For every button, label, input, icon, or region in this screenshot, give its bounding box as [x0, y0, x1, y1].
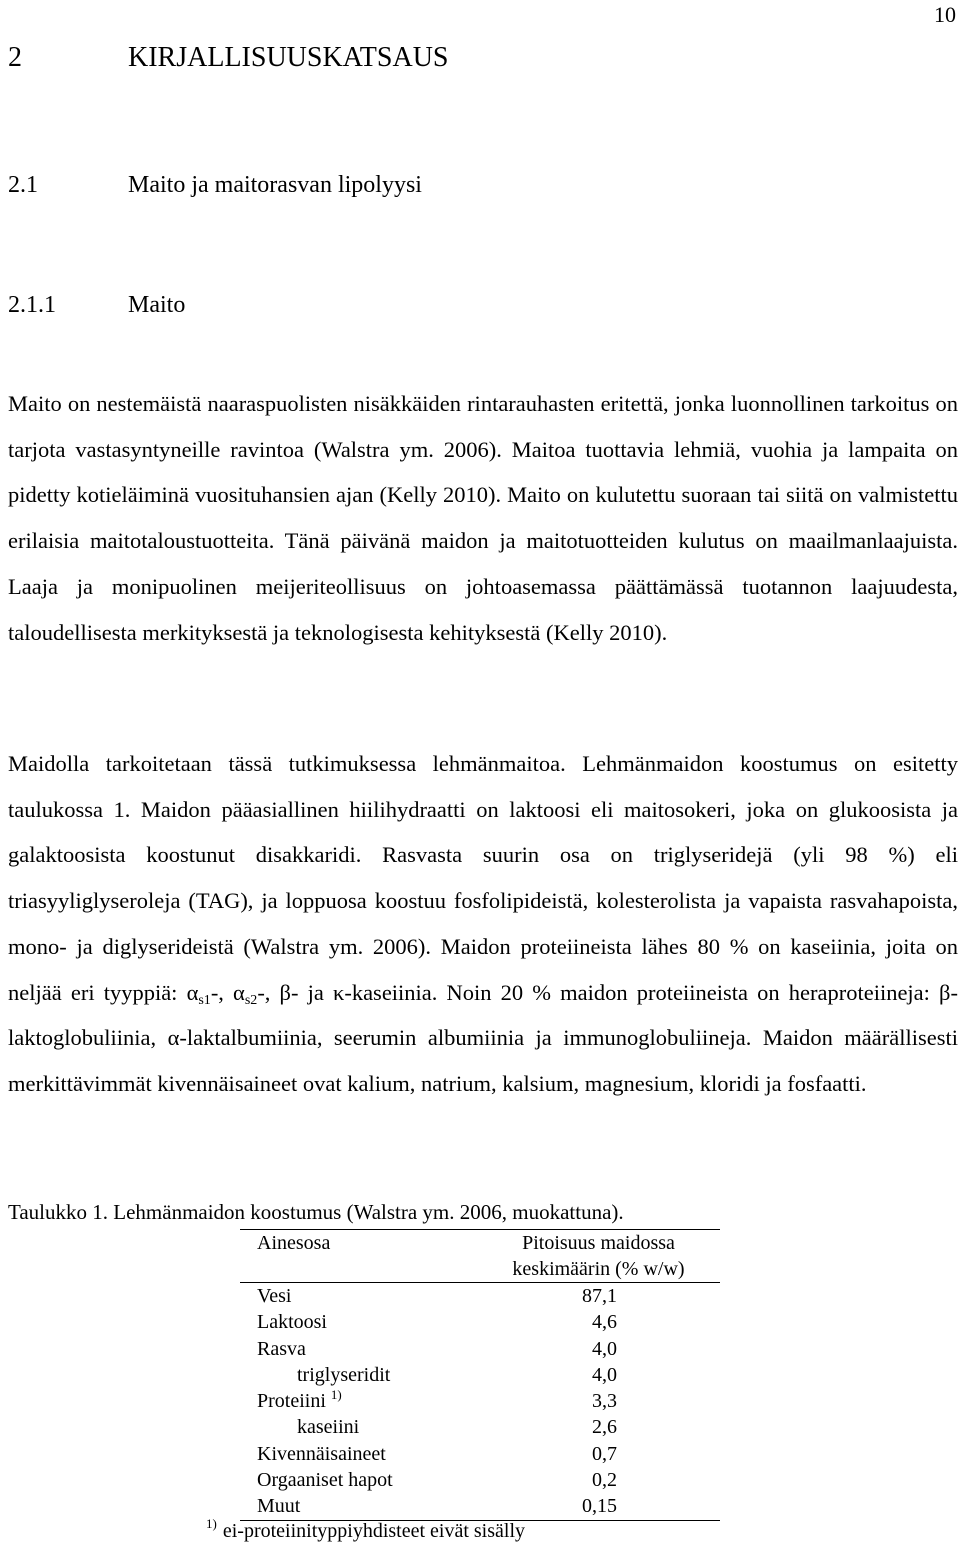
component-name: Orgaaniset hapot [257, 1469, 393, 1492]
heading-chapter-number: 2 [8, 42, 22, 73]
cell-component [240, 1309, 497, 1335]
component-name: kaseiini [297, 1416, 360, 1439]
cell-concentration: 4,6 [592, 1311, 617, 1334]
column-header-line: keskimäärin (% w/w) [512, 1258, 685, 1280]
page-number: 10 [934, 2, 956, 27]
heading-section-title: Maito ja maitorasvan lipolyysi [128, 172, 422, 198]
cell-component [240, 1336, 497, 1362]
footnote-text: ei-proteiinityppiyhdisteet eivät sisälly [222, 1520, 526, 1542]
component-name: Laktoosi [257, 1311, 327, 1334]
column-header-concentration [497, 1230, 720, 1283]
cell-component [240, 1414, 497, 1440]
component-name: Vesi [257, 1285, 292, 1307]
table-row [240, 1309, 720, 1335]
table-footnote [206, 1516, 525, 1543]
table-header-row [240, 1230, 720, 1283]
subscript-s2: s2 [244, 992, 258, 1008]
cell-concentration: 0,2 [592, 1469, 617, 1492]
heading-subsection [8, 292, 185, 319]
cell-component [240, 1362, 497, 1388]
heading-section [8, 172, 422, 199]
composition-table [240, 1230, 720, 1521]
heading-chapter-title: KIRJALLISUUSKATSAUS [128, 42, 449, 73]
heading-chapter [8, 42, 448, 74]
cell-component [240, 1467, 497, 1493]
table-row [240, 1283, 720, 1310]
component-name: Kivennäisaineet [257, 1442, 386, 1465]
column-header-line: Pitoisuus maidossa [522, 1232, 675, 1254]
cell-concentration: 4,0 [592, 1337, 617, 1360]
table-row [240, 1441, 720, 1467]
cell-concentration: 87,1 [582, 1285, 617, 1307]
cell-concentration: 2,6 [592, 1416, 617, 1439]
cell-concentration: 4,0 [592, 1363, 617, 1386]
cell-concentration: 0,15 [582, 1495, 617, 1518]
cell-concentration: 3,3 [592, 1390, 617, 1413]
paragraph-part: -, α [210, 979, 245, 1005]
table-row [240, 1362, 720, 1388]
cell-component [240, 1441, 497, 1467]
footnote-reference: 1) [330, 1387, 342, 1403]
component-name: triglyseridit [297, 1363, 391, 1386]
table-row [240, 1467, 720, 1493]
table-row [240, 1414, 720, 1440]
heading-subsection-title: Maito [128, 292, 186, 318]
table-row [240, 1336, 720, 1362]
table-caption: Taulukko 1. Lehmänmaidon koostumus (Walstra ym. 2006, muokattuna). [8, 1200, 624, 1224]
component-name: Rasva [257, 1337, 306, 1360]
column-header-component: Ainesosa [257, 1232, 331, 1254]
paragraph-part: -, β- ja κ-kaseiinia. Noin 20 % maidon proteiineista on heraproteiineja: β-laktoglobuliinia, α-laktalbumiinia, seerumin albumiinia ja immunoglobuliineja. Maidon määrällisesti merkittävimmät kivennäisaineet ovat kalium, natrium, kalsium, magnesium, kloridi ja fosfaatti. [8, 979, 958, 1096]
subscript-s1: s1 [198, 992, 211, 1008]
heading-subsection-number: 2.1.1 [8, 292, 56, 318]
cell-component [240, 1283, 497, 1310]
cell-component [240, 1388, 497, 1414]
table-row [240, 1388, 720, 1414]
composition-table-block [240, 1230, 720, 1521]
paragraph-milk-intro: Maito on nestemäistä naaraspuolisten nisäkkäiden rintarauhasten eritettä, jonka luonnollinen tarkoitus on tarjota vastasyntyneille ravintoa (Walstra ym. 2006). Maitoa tuottavia lehmiä, vuohia ja lampaita on pidetty kotieläiminä vuosituhansien ajan (Kelly 2010). Maito on kulutettu suoraan tai siitä on valmistettu erilaisia maitotaloustuotteita. Tänä päivänä maidon ja maitotuotteiden kulutus on maailmanlaajuista. Laaja ja monipuolinen meijeriteollisuus on johtoasemassa päättämässä tuotannon laajuudesta, taloudellisesta merkityksestä ja teknologisesta kehityksestä (Kelly 2010). [8, 391, 958, 645]
paragraph-part: Maidolla tarkoitetaan tässä tutkimuksessa lehmänmaitoa. Lehmänmaidon koostumus on esitetty taulukossa 1. Maidon pääasiallinen hiilihydraatti on laktoosi eli maitosokeri, joka on glukoosista ja galaktoosista koostunut disakkaridi. Rasvasta suurin osa on triglyseridejä (yli 98 %) eli triasyyliglyseroleja (TAG), ja loppuosa koostuu fosfolipideistä, kolesterolista ja vapaista rasvahapoista, mono- ja diglyserideistä (Walstra ym. 2006). Maidon proteiineista lähes 80 % on kaseiinia, joita on neljää eri tyyppiä: α [8, 751, 958, 1005]
footnote-mark: 1) [206, 1516, 217, 1531]
paragraph-milk-composition [8, 741, 958, 1107]
component-name: Muut [257, 1495, 301, 1518]
heading-section-number: 2.1 [8, 172, 38, 198]
cell-concentration: 0,7 [592, 1442, 617, 1465]
component-name: Proteiini [257, 1390, 326, 1413]
